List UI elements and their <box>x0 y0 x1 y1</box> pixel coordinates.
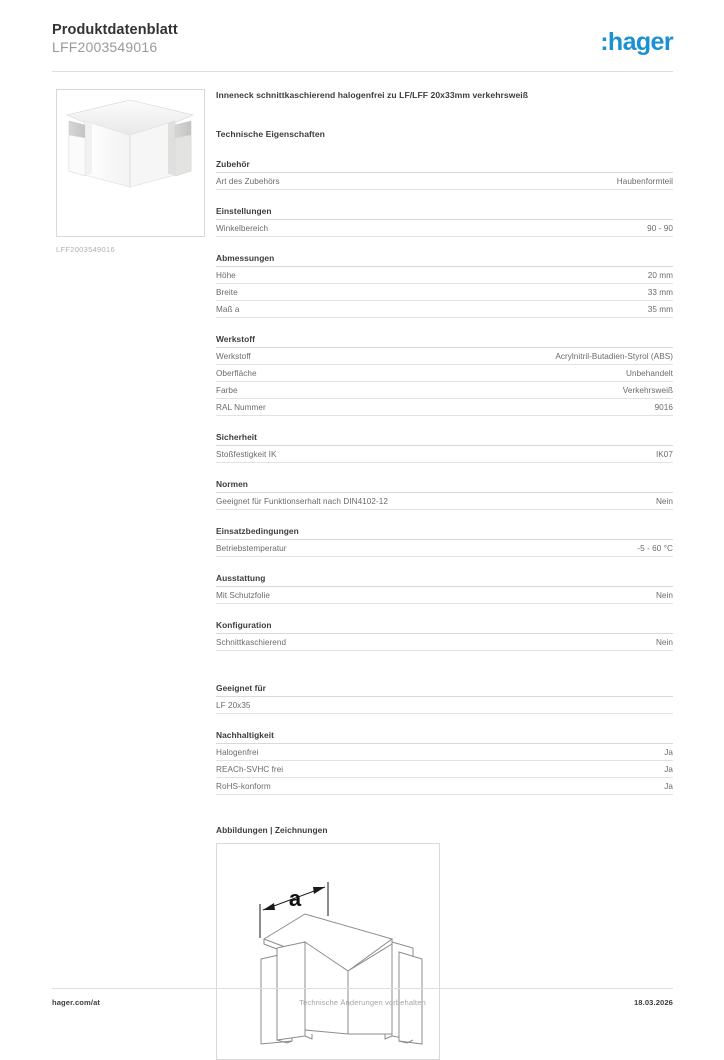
spec-group <box>216 620 673 651</box>
footer-date: 18.03.2026 <box>633 998 673 1007</box>
spec-label: Farbe <box>216 385 238 395</box>
spec-group <box>216 479 673 510</box>
spec-value: Nein <box>655 590 673 600</box>
spec-label: Maß a <box>216 304 240 314</box>
spec-group-title: Abmessungen <box>216 253 673 267</box>
spec-value: 90 - 90 <box>647 223 673 233</box>
spec-value: Acrylnitril-Butadien-Styrol (ABS) <box>555 351 673 361</box>
spec-label: REACh-SVHC frei <box>216 764 284 774</box>
spec-row <box>216 267 673 284</box>
spec-group <box>216 159 673 190</box>
spec-group <box>216 573 673 604</box>
product-photo-caption: LFF2003549016 <box>56 245 115 254</box>
technical-properties-heading: Technische Eigenschaften <box>216 129 325 139</box>
spec-group-title: Nachhaltigkeit <box>216 730 673 744</box>
hager-logo: :hager <box>600 28 673 56</box>
spec-row <box>216 697 673 714</box>
page-subtitle-article-number: LFF2003549016 <box>52 39 158 55</box>
footer-disclaimer: Technische Änderungen vorbehalten <box>299 998 426 1007</box>
spec-row <box>216 220 673 237</box>
spec-label: Werkstoff <box>216 351 251 361</box>
spec-groups <box>216 159 673 795</box>
spec-row <box>216 284 673 301</box>
spec-row <box>216 446 673 463</box>
spec-row <box>216 634 673 651</box>
spec-group <box>216 206 673 237</box>
spec-value: 9016 <box>654 402 673 412</box>
spec-label: Halogenfrei <box>216 747 259 757</box>
spec-row <box>216 761 673 778</box>
spec-group-title: Einsatzbedingungen <box>216 526 673 540</box>
spec-value: 35 mm <box>647 304 673 314</box>
spec-group <box>216 432 673 463</box>
technical-drawing <box>216 843 440 1060</box>
spec-label: Art des Zubehörs <box>216 176 280 186</box>
spec-label: Winkelbereich <box>216 223 269 233</box>
spec-value: Unbehandelt <box>626 368 673 378</box>
spec-group-title: Normen <box>216 479 673 493</box>
spec-label: Oberfläche <box>216 368 257 378</box>
spec-label: LF 20x35 <box>216 700 251 710</box>
spec-group <box>216 730 673 795</box>
spec-group <box>216 526 673 557</box>
product-photo-svg <box>57 90 204 236</box>
spec-label: RAL Nummer <box>216 402 266 412</box>
spec-label: Mit Schutzfolie <box>216 590 270 600</box>
product-image-column <box>56 89 207 254</box>
spec-row <box>216 540 673 557</box>
spec-row <box>216 173 673 190</box>
page-header <box>52 22 673 70</box>
spec-label: RoHS-konform <box>216 781 271 791</box>
product-description: Inneneck schnittkaschierend halogenfrei zu LF/LFF 20x33mm verkehrsweiß <box>216 90 529 100</box>
spec-value: Nein <box>655 637 673 647</box>
spec-group-title: Ausstattung <box>216 573 673 587</box>
spec-row <box>216 587 673 604</box>
technical-drawing-svg <box>217 844 439 1059</box>
spec-value: Haubenformteil <box>616 176 673 186</box>
footer-divider <box>52 988 673 989</box>
spec-value: Ja <box>664 764 673 774</box>
spec-value: Verkehrsweiß <box>622 385 673 395</box>
spec-row <box>216 365 673 382</box>
spec-value: Ja <box>664 781 673 791</box>
spec-row <box>216 301 673 318</box>
spec-row <box>216 778 673 795</box>
spec-label: Stoßfestigkeit IK <box>216 449 277 459</box>
header-divider <box>52 71 673 72</box>
spec-label: Höhe <box>216 270 236 280</box>
spec-value: Ja <box>664 747 673 757</box>
spec-row <box>216 348 673 365</box>
spec-row <box>216 493 673 510</box>
spec-label: Geeignet für Funktionserhalt nach DIN4102-12 <box>216 496 388 506</box>
spec-label: Schnittkaschierend <box>216 637 287 647</box>
page-footer <box>52 998 673 1007</box>
spec-group-title: Sicherheit <box>216 432 673 446</box>
page-title: Produktdatenblatt <box>52 22 178 38</box>
spec-value: Nein <box>655 496 673 506</box>
spec-row <box>216 399 673 416</box>
footer-website[interactable]: hager.com/at <box>52 998 101 1007</box>
spec-row <box>216 382 673 399</box>
spec-label: Betriebstemperatur <box>216 543 287 553</box>
spec-group <box>216 253 673 318</box>
spec-group-title: Zubehör <box>216 159 673 173</box>
spec-group-title: Geeignet für <box>216 683 673 697</box>
spec-value: 33 mm <box>647 287 673 297</box>
product-photo <box>56 89 205 237</box>
spec-group <box>216 334 673 416</box>
drawings-heading: Abbildungen | Zeichnungen <box>216 825 328 835</box>
spec-group-title: Werkstoff <box>216 334 673 348</box>
spec-row <box>216 744 673 761</box>
datasheet-content <box>216 89 673 1060</box>
spec-value: IK07 <box>655 449 673 459</box>
spec-group-title: Einstellungen <box>216 206 673 220</box>
spec-value: 20 mm <box>647 270 673 280</box>
spec-label: Breite <box>216 287 238 297</box>
spec-group-title: Konfiguration <box>216 620 673 634</box>
spec-group <box>216 683 673 714</box>
dimension-label-a: a <box>288 886 302 911</box>
spec-value: -5 - 60 °C <box>637 543 673 553</box>
